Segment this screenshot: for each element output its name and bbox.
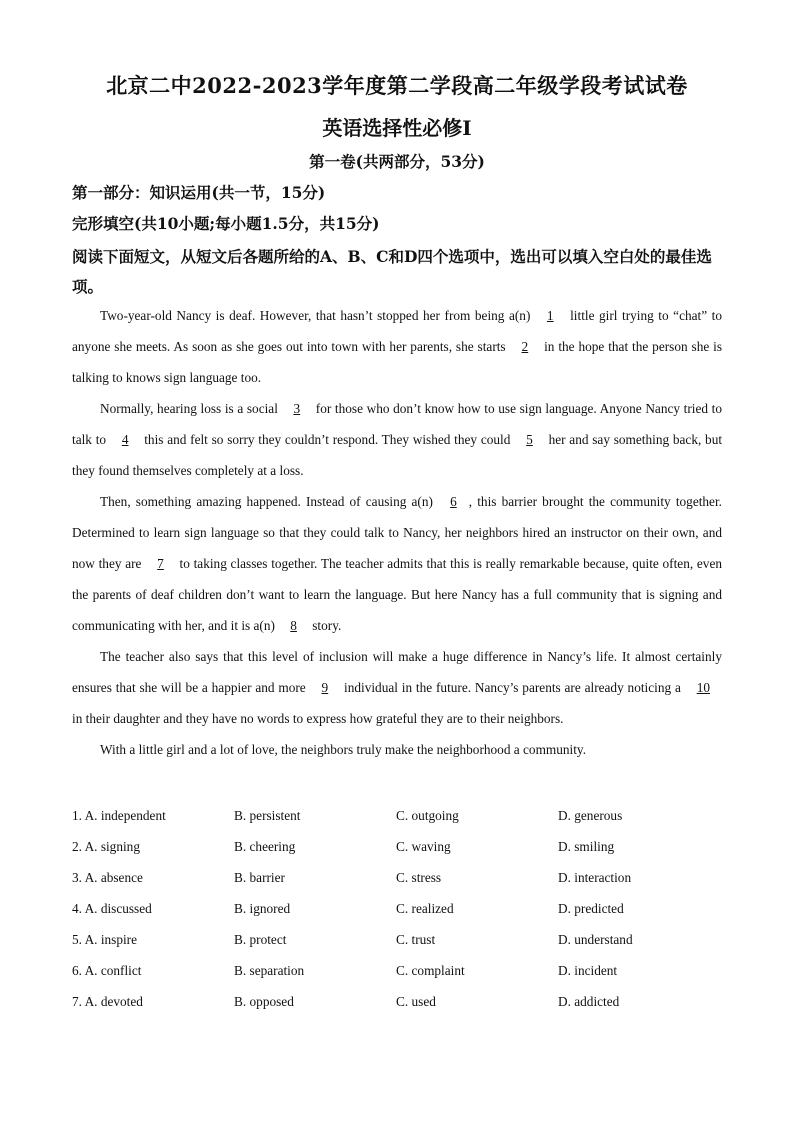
option-c: C. stress [396, 869, 442, 885]
option-d: D. incident [558, 963, 618, 979]
option-c: C. outgoing [396, 807, 459, 823]
exam-subtitle: 英语选择性必修Ⅰ [322, 116, 472, 140]
part-title: 第一部分：知识运用(共一节，15分) [72, 183, 326, 202]
option-a: 4. A. discussed [72, 900, 152, 916]
option-b: B. opposed [234, 994, 294, 1010]
option-c: C. waving [396, 838, 451, 854]
question-row [72, 924, 724, 955]
volume-heading: 第一卷(共两部分，53分) [309, 152, 485, 171]
option-d: D. addicted [558, 994, 620, 1010]
option-a: 2. A. signing [72, 838, 140, 854]
option-a: 3. A. absence [72, 869, 143, 885]
option-c: C. trust [396, 931, 436, 947]
blank-6: 6 [450, 494, 457, 509]
option-c: C. realized [396, 900, 454, 916]
exam-title: 北京二中2022-2023学年度第二学段高二年级学段考试试卷 [106, 73, 688, 98]
option-b: B. separation [234, 963, 305, 979]
option-d: D. predicted [558, 900, 624, 916]
answer-options [72, 800, 724, 1018]
blank-5: 5 [526, 432, 533, 447]
cloze-passage [72, 300, 722, 765]
instructions: 阅读下面短文，从短文后各题所给的A、B、C和D四个选项中，选出可以填入空白处的最佳选项。 [72, 247, 712, 296]
cloze-title: 完形填空(共10小题;每小题1.5分，共15分) [72, 214, 380, 233]
blank-4: 4 [121, 432, 129, 447]
question-row [72, 862, 724, 893]
blank-7: 7 [157, 556, 164, 571]
blank-9: 9 [321, 680, 329, 695]
paragraph-4: The teacher also says that this level of inclusion will make a huge difference in Nancy’s life. It almost certainly ensures that she will be a happier and more 9 individual in the future. Nancy’s parents are already noticing a 10 in their daughter and they have no words to express how grateful they are to their neighbors. [72, 649, 722, 726]
blank-8: 8 [290, 618, 297, 633]
blank-10: 10 [696, 680, 710, 695]
option-a: 5. A. inspire [72, 931, 138, 947]
blank-2: 2 [521, 339, 529, 354]
option-b: B. barrier [234, 869, 285, 885]
option-d: D. interaction [558, 869, 632, 885]
option-c: C. used [396, 994, 436, 1010]
option-a: 7. A. devoted [72, 994, 143, 1010]
blank-1: 1 [546, 308, 554, 323]
option-a: 6. A. conflict [72, 963, 142, 979]
option-d: D. smiling [558, 838, 615, 854]
question-row [72, 955, 724, 986]
option-b: B. cheering [234, 838, 296, 854]
option-a: 1. A. independent [72, 807, 166, 823]
option-d: D. understand [558, 931, 633, 947]
option-c: C. complaint [396, 963, 465, 979]
option-b: B. persistent [234, 807, 301, 823]
paragraph-3: Then, something amazing happened. Instead of causing a(n) 6 , this barrier brought the community together. Determined to learn sign language so that they could talk to Nancy, her neighbors hired an instructor on their own, and now they are 7 to taking classes together. The teacher admits that this is really remarkable because, quite often, even the parents of deaf children don’t want to learn the language. But here Nancy has a full community that is signing and communicating with her, and it is a(n) 8 story. [72, 494, 722, 633]
paragraph-1: Two-year-old Nancy is deaf. However, that hasn’t stopped her from being a(n) 1 little girl trying to “chat” to anyone she meets. As soon as she goes out into town with her parents, she starts 2 in the hope that the person she is talking to knows sign language too. [72, 308, 723, 385]
option-b: B. ignored [234, 900, 291, 916]
question-row [72, 800, 724, 831]
question-row [72, 987, 724, 1018]
question-row [72, 831, 724, 862]
option-d: D. generous [558, 807, 623, 823]
paragraph-5: With a little girl and a lot of love, the neighbors truly make the neighborhood a community. [100, 742, 587, 757]
blank-3: 3 [293, 401, 301, 416]
option-b: B. protect [234, 931, 287, 947]
paragraph-2: Normally, hearing loss is a social 3 for those who don’t know how to use sign language. Anyone Nancy tried to talk to 4 this and felt so sorry they couldn’t respond. They wished they could 5 her and say something back, but they found themselves completely at a loss. [72, 401, 723, 478]
question-row [72, 893, 724, 924]
